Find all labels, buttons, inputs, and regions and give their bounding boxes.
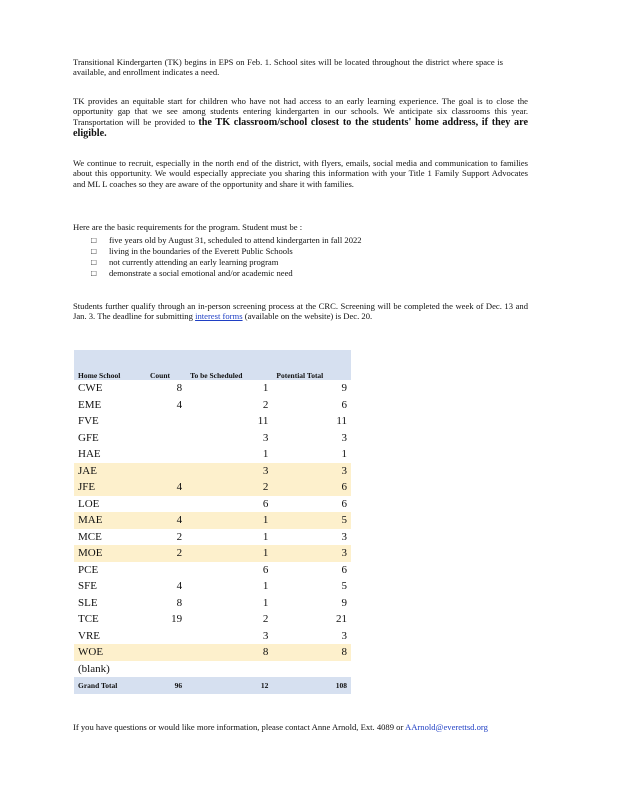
table-row xyxy=(74,380,351,397)
potential-total-cell xyxy=(272,661,351,678)
requirements-intro: Here are the basic requirements for the program. Student must be : xyxy=(73,222,303,232)
requirement-item: □ five years old by August 31, scheduled to attend kindergarten in fall 2022 xyxy=(91,235,362,245)
checkbox-bullet-icon: □ xyxy=(91,235,97,245)
count-cell: 4 xyxy=(176,398,183,411)
count-cell xyxy=(146,644,186,661)
header-potential-total: Potential Total xyxy=(272,350,351,380)
grand-total-scheduled: 12 xyxy=(186,677,272,694)
count-cell: 4 xyxy=(146,479,186,496)
school-cell: MCE xyxy=(78,530,102,543)
potential-total-cell: 5 xyxy=(341,580,347,593)
count-cell: 8 xyxy=(176,382,183,395)
scheduled-cell: 11 xyxy=(257,415,269,428)
potential-total-cell: 5 xyxy=(272,512,351,529)
scheduled-cell: 6 xyxy=(262,497,269,510)
equity-paragraph xyxy=(73,96,528,140)
requirement-item: □ living in the boundaries of the Everett Public Schools xyxy=(91,246,293,256)
grand-total-row xyxy=(74,677,351,694)
potential-total-cell: 3 xyxy=(272,463,351,480)
count-cell xyxy=(146,661,186,678)
table-body xyxy=(74,380,351,677)
intro-paragraph: Transitional Kindergarten (TK) begins in EPS on Feb. 1. School sites will be located throughout the district where space is available, and enrollment indicates a need. xyxy=(73,57,503,78)
potential-total-cell: 6 xyxy=(341,563,347,576)
scheduled-cell: 1 xyxy=(262,580,269,593)
table-header-row xyxy=(74,350,351,380)
school-cell: TCE xyxy=(78,613,99,626)
grand-total-potential: 108 xyxy=(272,677,351,694)
school-cell: (blank) xyxy=(78,662,110,675)
potential-total-cell: 6 xyxy=(341,497,347,510)
requirement-item: □ not currently attending an early learning program xyxy=(91,257,279,267)
scheduled-cell: 1 xyxy=(262,530,269,543)
header-home-school: Home School xyxy=(74,350,146,380)
potential-total-cell: 1 xyxy=(341,448,347,461)
recruitment-paragraph: We continue to recruit, especially in the north end of the district, with flyers, emails, social media and communication to families about this opportunity. We would especially appreciate you sharing this information with your Title 1 Family Support Advocates and ML L coaches so they are aware of the opportunity and share it with families. xyxy=(73,158,528,189)
table-row xyxy=(74,479,351,496)
potential-total-cell: 3 xyxy=(341,431,347,444)
school-cell: LOE xyxy=(78,497,100,510)
potential-total-cell: 6 xyxy=(341,398,347,411)
potential-total-cell: 3 xyxy=(272,545,351,562)
table-row xyxy=(74,562,351,579)
checkbox-bullet-icon: □ xyxy=(91,246,97,256)
school-cell: SFE xyxy=(78,580,97,593)
count-cell: 4 xyxy=(146,512,186,529)
count-cell: 19 xyxy=(171,613,183,626)
contact-paragraph: If you have questions or would like more information, please contact Anne Arnold, Ext. 4089 or AArnold@everettsd.org xyxy=(73,722,488,732)
potential-total-cell: 9 xyxy=(341,596,347,609)
potential-total-cell: 3 xyxy=(341,530,347,543)
table-row xyxy=(74,628,351,645)
table-row xyxy=(74,430,351,447)
grand-total-count: 96 xyxy=(146,677,186,694)
transportation-note: the TK classroom/school closest to the students' home address, if they are eligible. xyxy=(73,116,528,140)
scheduled-cell xyxy=(186,661,272,678)
school-cell: CWE xyxy=(78,382,103,395)
potential-total-cell: 21 xyxy=(336,613,347,626)
potential-total-cell: 3 xyxy=(341,629,347,642)
school-cell: VRE xyxy=(78,629,100,642)
table-row xyxy=(74,512,351,529)
scheduled-cell: 1 xyxy=(262,382,269,395)
table-row xyxy=(74,545,351,562)
table-row xyxy=(74,661,351,678)
requirements-list xyxy=(73,235,511,279)
table-row xyxy=(74,578,351,595)
count-cell: 4 xyxy=(176,580,183,593)
table-row xyxy=(74,529,351,546)
scheduled-cell: 2 xyxy=(262,613,269,626)
count-cell xyxy=(146,496,186,513)
potential-total-cell: 9 xyxy=(341,382,347,395)
school-cell: PCE xyxy=(78,563,99,576)
table-row xyxy=(74,644,351,661)
table-row xyxy=(74,446,351,463)
school-cell: SLE xyxy=(78,596,98,609)
count-cell: 8 xyxy=(176,596,183,609)
header-count: Count xyxy=(146,350,186,380)
scheduled-cell: 1 xyxy=(262,448,269,461)
interest-forms-link[interactable]: interest forms xyxy=(195,311,243,322)
count-cell xyxy=(146,628,186,645)
table-row xyxy=(74,463,351,480)
scheduled-cell: 8 xyxy=(186,644,272,661)
scheduled-cell: 6 xyxy=(262,563,269,576)
tk-enrollment-table xyxy=(74,350,351,694)
table-row xyxy=(74,397,351,414)
contact-email-link[interactable]: AArnold@everettsd.org xyxy=(405,722,488,732)
scheduled-cell: 2 xyxy=(262,398,269,411)
school-cell: HAE xyxy=(78,448,101,461)
count-cell: 2 xyxy=(176,530,183,543)
potential-total-cell: 6 xyxy=(272,479,351,496)
table-row xyxy=(74,611,351,628)
potential-total-cell: 11 xyxy=(336,415,347,428)
screening-paragraph: Students further qualify through an in-person screening process at the CRC. Screening will be completed the week of Dec. 13 and Jan. 3. The deadline for submitting interest forms (available on the website) is Dec. 20. xyxy=(73,301,528,322)
scheduled-cell: 3 xyxy=(262,431,269,444)
school-cell: JFE xyxy=(74,479,146,496)
checkbox-bullet-icon: □ xyxy=(91,257,97,267)
school-cell: MOE xyxy=(74,545,146,562)
scheduled-cell: 2 xyxy=(186,479,272,496)
scheduled-cell: 1 xyxy=(262,596,269,609)
count-cell: 2 xyxy=(146,545,186,562)
header-to-be-scheduled: To be Scheduled xyxy=(186,350,272,380)
table-row xyxy=(74,595,351,612)
school-cell: EME xyxy=(78,398,102,411)
school-cell: GFE xyxy=(78,431,99,444)
count-cell xyxy=(146,430,186,447)
school-cell: WOE xyxy=(74,644,146,661)
potential-total-cell: 8 xyxy=(272,644,351,661)
equity-text: TK provides an equitable start for children who have not had access to an early learning experience. The goal is to close the opportunity gap that we see among students entering kindergarten in our schools. We anticipate six classrooms this year. Transportation will be provided to xyxy=(73,96,528,127)
checkbox-bullet-icon: □ xyxy=(91,268,97,278)
scheduled-cell: 3 xyxy=(186,463,272,480)
count-cell xyxy=(146,463,186,480)
table-row xyxy=(74,413,351,430)
school-cell: JAE xyxy=(74,463,146,480)
requirement-item: □ demonstrate a social emotional and/or academic need xyxy=(91,268,293,278)
grand-total-label: Grand Total xyxy=(74,677,146,694)
scheduled-cell: 1 xyxy=(186,512,272,529)
scheduled-cell: 1 xyxy=(186,545,272,562)
table-row xyxy=(74,496,351,513)
count-cell xyxy=(146,562,186,579)
school-cell: FVE xyxy=(78,415,99,428)
count-cell xyxy=(146,446,186,463)
count-cell xyxy=(146,413,186,430)
school-cell: MAE xyxy=(74,512,146,529)
scheduled-cell: 3 xyxy=(262,629,269,642)
